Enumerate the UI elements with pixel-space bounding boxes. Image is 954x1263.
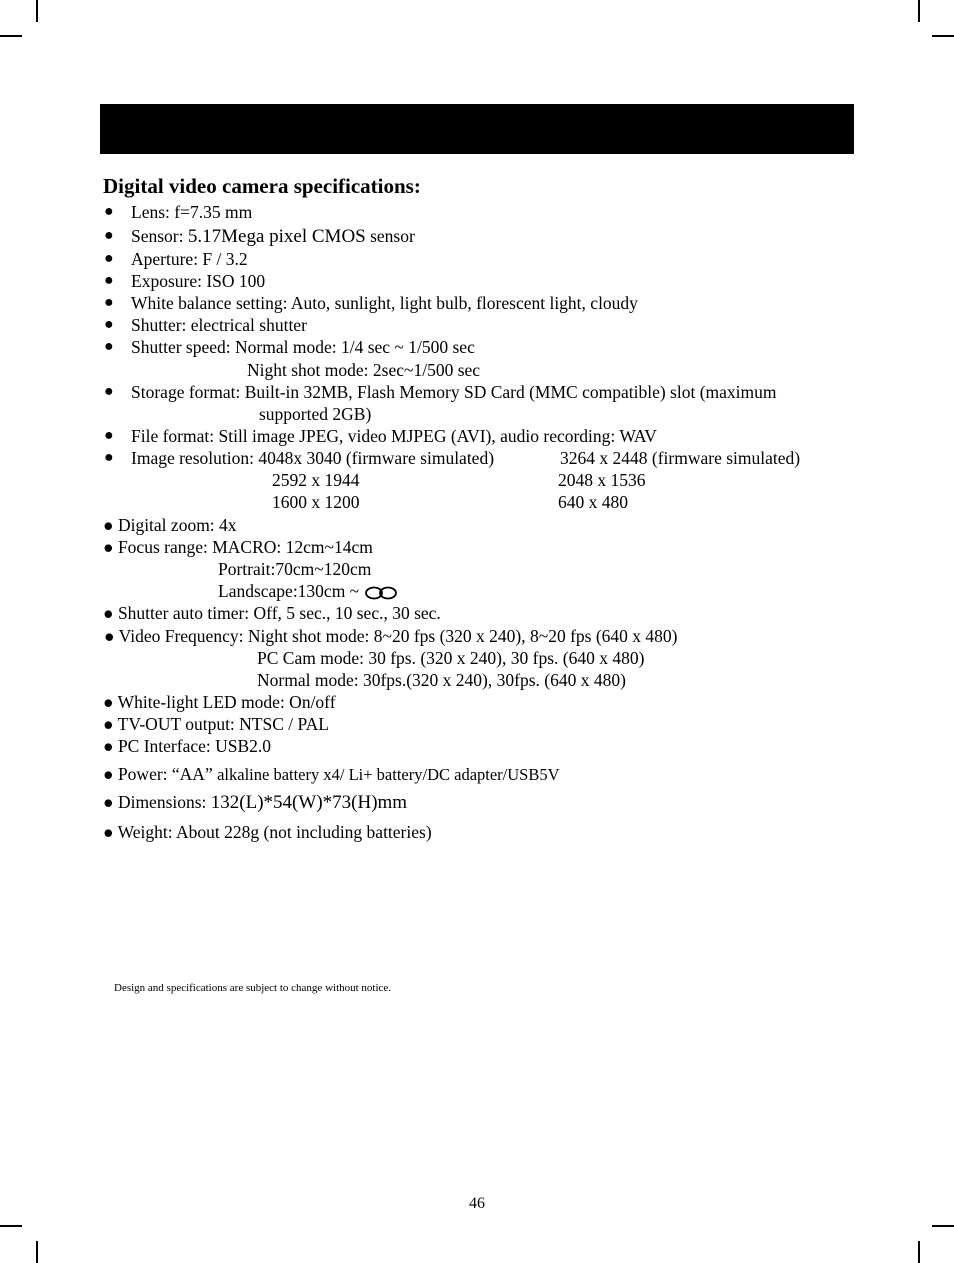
- spec-video-normal: Normal mode: 30fps.(320 x 240), 30fps. (640 x 480): [257, 670, 626, 690]
- bullet: ●: [104, 250, 114, 267]
- spec-aperture: Aperture: F / 3.2: [131, 249, 248, 269]
- page-title: Digital video camera specifications:: [103, 174, 421, 198]
- crop-mark: [918, 1241, 920, 1263]
- power-prefix: ● Power: “AA”: [103, 764, 218, 784]
- spec-pc-interface: ● PC Interface: USB2.0: [103, 736, 272, 756]
- sensor-suffix: sensor: [365, 226, 415, 246]
- spec-storage-cont: supported 2GB): [259, 404, 372, 424]
- spec-video-frequency: ● Video Frequency: Night shot mode: 8~20 fps (320 x 240), 8~20 fps (640 x 480): [104, 626, 678, 646]
- spec-white-balance: White balance setting: Auto, sunlight, light bulb, florescent light, cloudy: [131, 293, 638, 313]
- crop-mark: [0, 35, 22, 37]
- crop-mark: [36, 1241, 38, 1263]
- crop-mark: [932, 35, 954, 37]
- bullet: ●: [104, 227, 114, 244]
- spec-storage: Storage format: Built-in 32MB, Flash Memory SD Card (MMC compatible) slot (maximum: [131, 382, 777, 402]
- resolution-value: 2592 x 1944: [272, 470, 360, 490]
- spec-sensor: [131, 225, 415, 248]
- resolution-value: 640 x 480: [558, 492, 628, 512]
- bullet: ●: [104, 294, 114, 311]
- sensor-value: 5.17Mega pixel CMOS: [187, 226, 366, 247]
- spec-weight: ● Weight: About 228g (not including batteries): [103, 822, 432, 842]
- sensor-prefix: Sensor:: [131, 226, 188, 246]
- crop-mark: [0, 1225, 22, 1227]
- dimensions-value: 132(L)*54(W)*73(H)mm: [210, 792, 408, 813]
- power-value: alkaline battery x4/ Li+ battery/DC adapter/USB5V: [217, 765, 560, 784]
- spec-resolution: Image resolution: 4048x 3040 (firmware simulated): [131, 448, 495, 468]
- spec-file-format: File format: Still image JPEG, video MJPEG (AVI), audio recording: WAV: [131, 426, 657, 446]
- spec-shutter-speed-night: Night shot mode: 2sec~1/500 sec: [247, 360, 481, 380]
- bullet: ●: [104, 338, 114, 355]
- page-number: 46: [469, 1195, 485, 1212]
- crop-mark: [36, 0, 38, 22]
- spec-power: [103, 763, 560, 786]
- bullet: ●: [104, 316, 114, 333]
- spec-digital-zoom: ● Digital zoom: 4x: [103, 515, 237, 535]
- spec-exposure: Exposure: ISO 100: [131, 271, 266, 291]
- bullet: ●: [104, 427, 114, 444]
- landscape-text: Landscape:130cm ~: [218, 581, 360, 601]
- resolution-value: 2048 x 1536: [558, 470, 646, 490]
- bullet: ●: [104, 383, 114, 400]
- spec-video-pccam: PC Cam mode: 30 fps. (320 x 240), 30 fps. (640 x 480): [257, 648, 645, 668]
- spec-dimensions: [103, 791, 407, 814]
- resolution-value: 1600 x 1200: [272, 492, 360, 512]
- crop-mark: [918, 0, 920, 22]
- bullet: ●: [104, 272, 114, 289]
- spec-shutter: Shutter: electrical shutter: [131, 315, 307, 335]
- spec-led: ● White-light LED mode: On/off: [103, 692, 336, 712]
- spec-lens: Lens: f=7.35 mm: [131, 202, 253, 222]
- spec-shutter-speed: Shutter speed: Normal mode: 1/4 sec ~ 1/500 sec: [131, 337, 475, 357]
- header-bar: [100, 104, 854, 154]
- spec-focus-landscape: [218, 580, 401, 602]
- spec-auto-timer: ● Shutter auto timer: Off, 5 sec., 10 sec., 30 sec.: [103, 603, 441, 623]
- bullet: ●: [104, 203, 114, 220]
- spec-tv-out: ● TV-OUT output: NTSC / PAL: [103, 714, 329, 734]
- dimensions-prefix: ● Dimensions:: [103, 792, 211, 812]
- infinity-icon: [361, 585, 401, 601]
- crop-mark: [932, 1225, 954, 1227]
- bullet: ●: [104, 449, 114, 466]
- resolution-value: 3264 x 2448 (firmware simulated): [560, 448, 801, 468]
- footnote: Design and specifications are subject to change without notice.: [114, 982, 392, 994]
- spec-focus-range: ● Focus range: MACRO: 12cm~14cm: [103, 537, 373, 557]
- spec-focus-portrait: Portrait:70cm~120cm: [218, 559, 372, 579]
